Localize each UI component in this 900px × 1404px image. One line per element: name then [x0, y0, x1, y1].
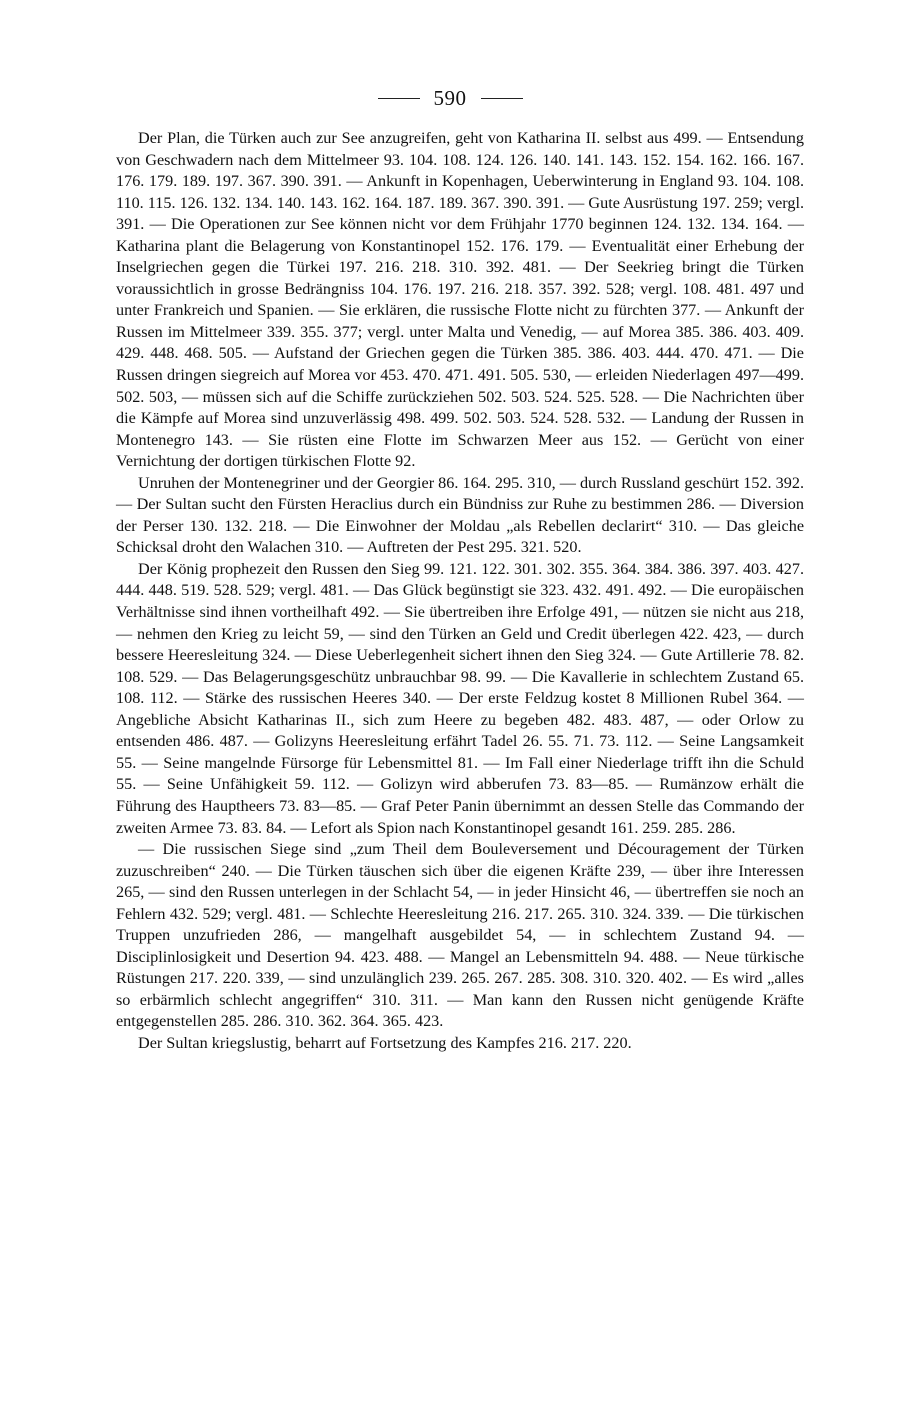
- paragraph-2: Unruhen der Montenegriner und der Georgier 86. 164. 295. 310, — durch Russland geschürt 152. 392. — Der Sultan sucht den Fürsten Heraclius durch ein Bündniss zur Ruhe zu bestimmen 286. — Diversion der Perser 130. 132. 218. — Die Einwohner der Moldau „als Rebellen declarirt“ 310. — Das gleiche Schicksal droht den Walachen 310. — Auftreten der Pest 295. 321. 520.: [116, 473, 804, 557]
- page-text-body: [116, 128, 804, 1055]
- page-header: [0, 86, 900, 111]
- header-rule-left: [378, 98, 420, 99]
- page-number: 590: [433, 86, 467, 110]
- paragraph-4: — Die russischen Siege sind „zum Theil dem Bouleversement und Découragement der Türken zuzuschreiben“ 240. — Die Türken täuschen sich über die eigenen Kräfte 239, — über ihre Interessen 265, — sind den Russen unterlegen in der Schlacht 54, — in jeder Hinsicht 46, — übertreffen sie noch an Fehlern 432. 529; vergl. 481. — Schlechte Heeresleitung 216. 217. 265. 310. 324. 339. — Die türkischen Truppen unzufrieden 286, — mangelhaft ausgebildet 54, — in schlechtem Zustand 94. — Disciplinlosigkeit und Desertion 94. 423. 488. — Mangel an Lebensmitteln 94. 488. — Neue türkische Rüstungen 217. 220. 339, — sind unzulänglich 239. 265. 267. 285. 308. 310. 320. 402. — Es wird „alles so erbärmlich schlecht angegriffen“ 310. 311. — Man kann den Russen nicht genügende Kräfte entgegenstellen 285. 286. 310. 362. 364. 365. 423.: [116, 840, 804, 1031]
- paragraph-1: Der Plan, die Türken auch zur See anzugreifen, geht von Katharina II. selbst aus 499. — Entsendung von Geschwadern nach dem Mittelmeer 93. 104. 108. 124. 126. 140. 141. 143. 152. 154. 162. 166. 167. 176. 179. 189. 197. 367. 390. 391. — Ankunft in Kopenhagen, Ueberwinterung in England 93. 104. 108. 110. 115. 126. 132. 134. 140. 143. 162. 164. 187. 189. 367. 390. 391. — Gute Ausrüstung 197. 259; vergl. 391. — Die Operationen zur See können nicht vor dem Frühjahr 1770 beginnen 124. 132. 134. 164. — Katharina plant die Belagerung von Konstantinopel 152. 176. 179. — Eventualität einer Erhebung der Inselgriechen gegen die Türkei 197. 216. 218. 310. 392. 481. — Der Seekrieg bringt die Türken voraussichtlich in grosse Bedrängniss 104. 176. 197. 216. 218. 357. 392. 528; vergl. 108. 481. 497 und unter Frankreich und Spanien. — Sie erklären, die russische Flotte nicht zu fürchten 377. — Ankunft der Russen im Mittelmeer 339. 355. 377; vergl. unter Malta und Venedig, — auf Morea 385. 386. 403. 409. 429. 448. 468. 505. — Aufstand der Griechen gegen die Türken 385. 386. 403. 444. 470. 471. — Die Russen dringen siegreich auf Morea vor 453. 470. 471. 491. 505. 530, — erleiden Niederlagen 497—499. 502. 503, — müssen sich auf die Schiffe zurückziehen 502. 503. 524. 525. 528. — Die Nachrichten über die Kämpfe auf Morea sind unzuverlässig 498. 499. 502. 503. 524. 528. 532. — Landung der Russen in Montenegro 143. — Sie rüsten eine Flotte im Schwarzen Meer aus 152. — Gerücht von einer Vernichtung der dortigen türkischen Flotte 92.: [116, 129, 804, 471]
- header-rule-right: [481, 98, 523, 99]
- paragraph-3: Der König prophezeit den Russen den Sieg 99. 121. 122. 301. 302. 355. 364. 384. 386. 397. 403. 427. 444. 448. 519. 528. 529; vergl. 481. — Das Glück begünstigt sie 323. 432. 491. 492. — Die europäischen Verhältnisse sind ihnen vortheilhaft 492. — Sie übertreiben ihre Erfolge 491, — nützen sie nicht aus 218, — nehmen den Krieg zu leicht 59, — sind den Türken an Geld und Credit überlegen 422. 423, — durch bessere Heeresleitung 324. — Diese Ueberlegenheit sichert ihnen den Sieg 324. — Gute Artillerie 78. 82. 108. 529. — Das Belagerungsgeschütz unbrauchbar 98. 99. — Die Kavallerie in schlechtem Zustand 65. 108. 112. — Stärke des russischen Heeres 340. — Der erste Feldzug kostet 8 Millionen Rubel 364. — Angebliche Absicht Katharinas II., sich zum Heere zu begeben 482. 483. 487, — oder Orlow zu entsenden 486. 487. — Golizyns Heeresleitung erfährt Tadel 26. 55. 71. 73. 112. — Seine Langsamkeit 55. — Seine mangelnde Fürsorge für Lebensmittel 81. — Im Fall einer Niederlage trifft ihn die Schuld 55. — Seine Unfähigkeit 59. 112. — Golizyn wird abberufen 73. 83—85. — Rumänzow erhält die Führung des Hauptheers 73. 83—85. — Graf Peter Panin übernimmt an dessen Stelle das Commando der zweiten Armee 73. 83. 84. — Lefort als Spion nach Konstantinopel gesandt 161. 259. 285. 286.: [116, 559, 804, 837]
- paragraph-5: Der Sultan kriegslustig, beharrt auf Fortsetzung des Kampfes 216. 217. 220.: [138, 1033, 632, 1052]
